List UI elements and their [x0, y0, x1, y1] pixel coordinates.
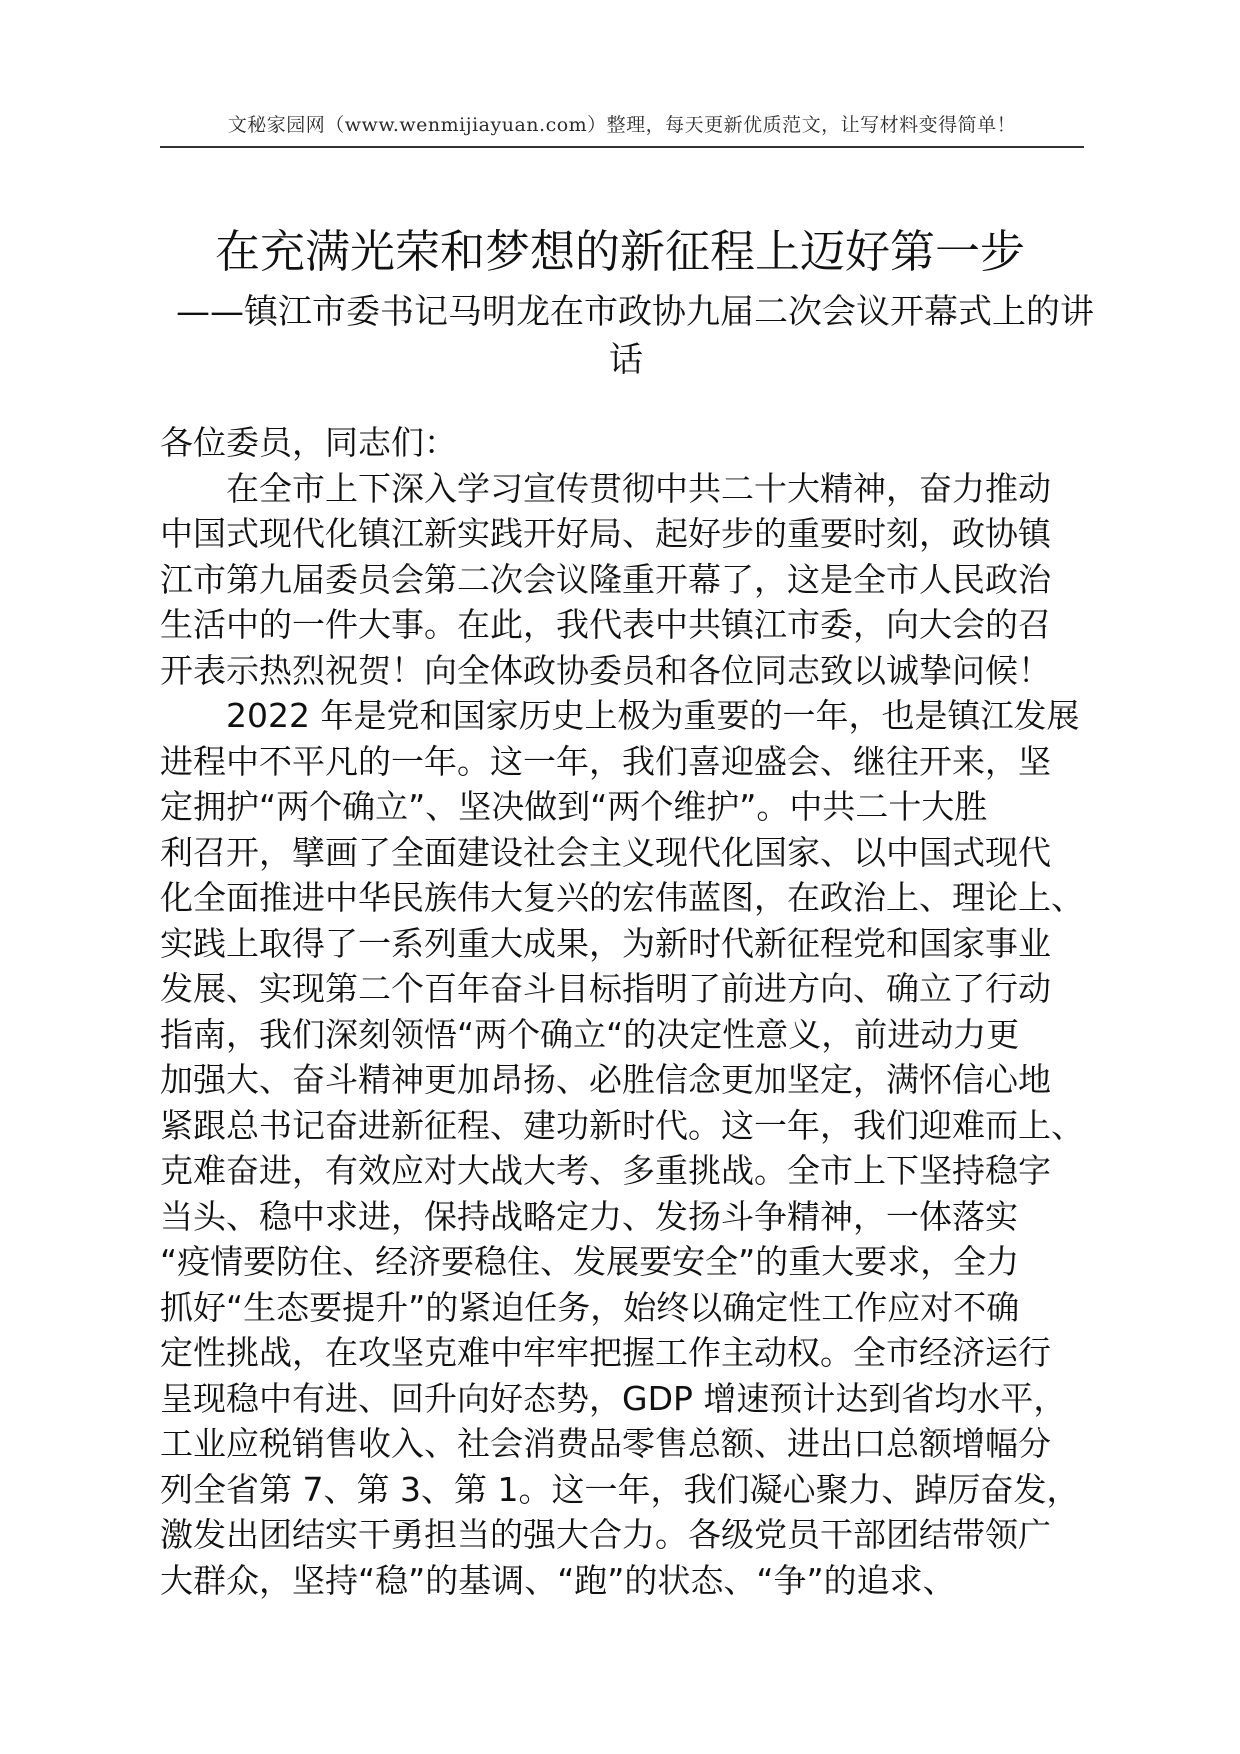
body-text-line: 定拥护“两个确立”、坚决做到“两个维护”。中共二十大胜: [160, 787, 988, 826]
body-text-line: 紧跟总书记奋进新征程、建功新时代。这一年，我们迎难而上、: [160, 1105, 1084, 1145]
body-text-line: “疫情要防住、经济要稳住、发展要安全”的重大要求，全力: [160, 1242, 1020, 1281]
body-text-line: 在全市上下深入学习宣传贯彻中共二十大精神，奋力推动: [226, 468, 1051, 508]
body-text-line: 抓好“生态要提升”的紧迫任务，始终以确定性工作应对不确: [160, 1287, 1020, 1327]
body-text-line: 开表示热烈祝贺！向全体政协委员和各位同志致以诚挚问候！: [160, 650, 1051, 690]
body-text-line: 呈现稳中有进、回升向好态势，GDP 增速预计达到省均水平，: [160, 1378, 1067, 1418]
body-text-line: 利召开，擘画了全面建设社会主义现代化国家、以中国式现代: [160, 832, 1051, 872]
salutation: 各位委员，同志们：: [160, 423, 457, 462]
body-text-line: 克难奋进，有效应对大战大考、多重挑战。全市上下坚持稳字: [160, 1151, 1051, 1190]
body-text-line: 大群众，坚持“稳”的基调、“跑”的状态、“争”的追求、: [160, 1560, 956, 1600]
body-text-line: 中国式现代化镇江新实践开好局、起好步的重要时刻，政协镇: [160, 514, 1051, 553]
body-text-line: 定性挑战，在攻坚克难中牢牢把握工作主动权。全市经济运行: [160, 1333, 1051, 1372]
body-text-line: 2022 年是党和国家历史上极为重要的一年，也是镇江发展: [226, 696, 1080, 735]
body-text-line: 工业应税销售收入、社会消费品零售总额、进出口总额增幅分: [160, 1424, 1051, 1463]
body-text-line: 发展、实现第二个百年奋斗目标指明了前进方向、确立了行动: [160, 969, 1051, 1008]
subtitle-line: 话: [609, 340, 643, 380]
body-text-line: 指南，我们深刻领悟“两个确立“的决定性意义，前进动力更: [160, 1014, 1020, 1054]
body-text-line: 激发出团结实干勇担当的强大合力。各级党员干部团结带领广: [160, 1515, 1051, 1554]
page-header: 文秘家园网（www.wenmijiayuan.com）整理，每天更新优质范文，让写材料变得简单！: [227, 114, 1017, 136]
body-text-line: 当头、稳中求进，保持战略定力、发扬斗争精神，一体落实: [160, 1196, 1018, 1236]
document-body: [160, 420, 1090, 1603]
body-text-line: 进程中不平凡的一年。这一年，我们喜迎盛会、继往开来，坚: [160, 741, 1051, 781]
body-text-line: 生活中的一件大事。在此，我代表中共镇江市委，向大会的召: [160, 605, 1051, 644]
body-text-line: 加强大、奋斗精神更加昂扬、必胜信念更加坚定，满怀信心地: [160, 1060, 1051, 1099]
body-text-line: 化全面推进中华民族伟大复兴的宏伟蓝图，在政治上、理论上、: [160, 878, 1084, 917]
body-text-line: 实践上取得了一系列重大成果，为新时代新征程党和国家事业: [160, 923, 1051, 963]
header-divider: [160, 146, 1084, 148]
body-text-line: 列全省第 7、第 3、第 1。这一年，我们凝心聚力、踔厉奋发，: [160, 1469, 1080, 1509]
document-subtitle: [176, 288, 1094, 384]
subtitle-line: ——镇江市委书记马明龙在市政协九届二次会议开幕式上的讲: [176, 292, 1094, 332]
body-text-line: 江市第九届委员会第二次会议隆重开幕了，这是全市人民政治: [160, 559, 1051, 599]
document-title: 在充满光荣和梦想的新征程上迈好第一步: [214, 225, 1025, 278]
